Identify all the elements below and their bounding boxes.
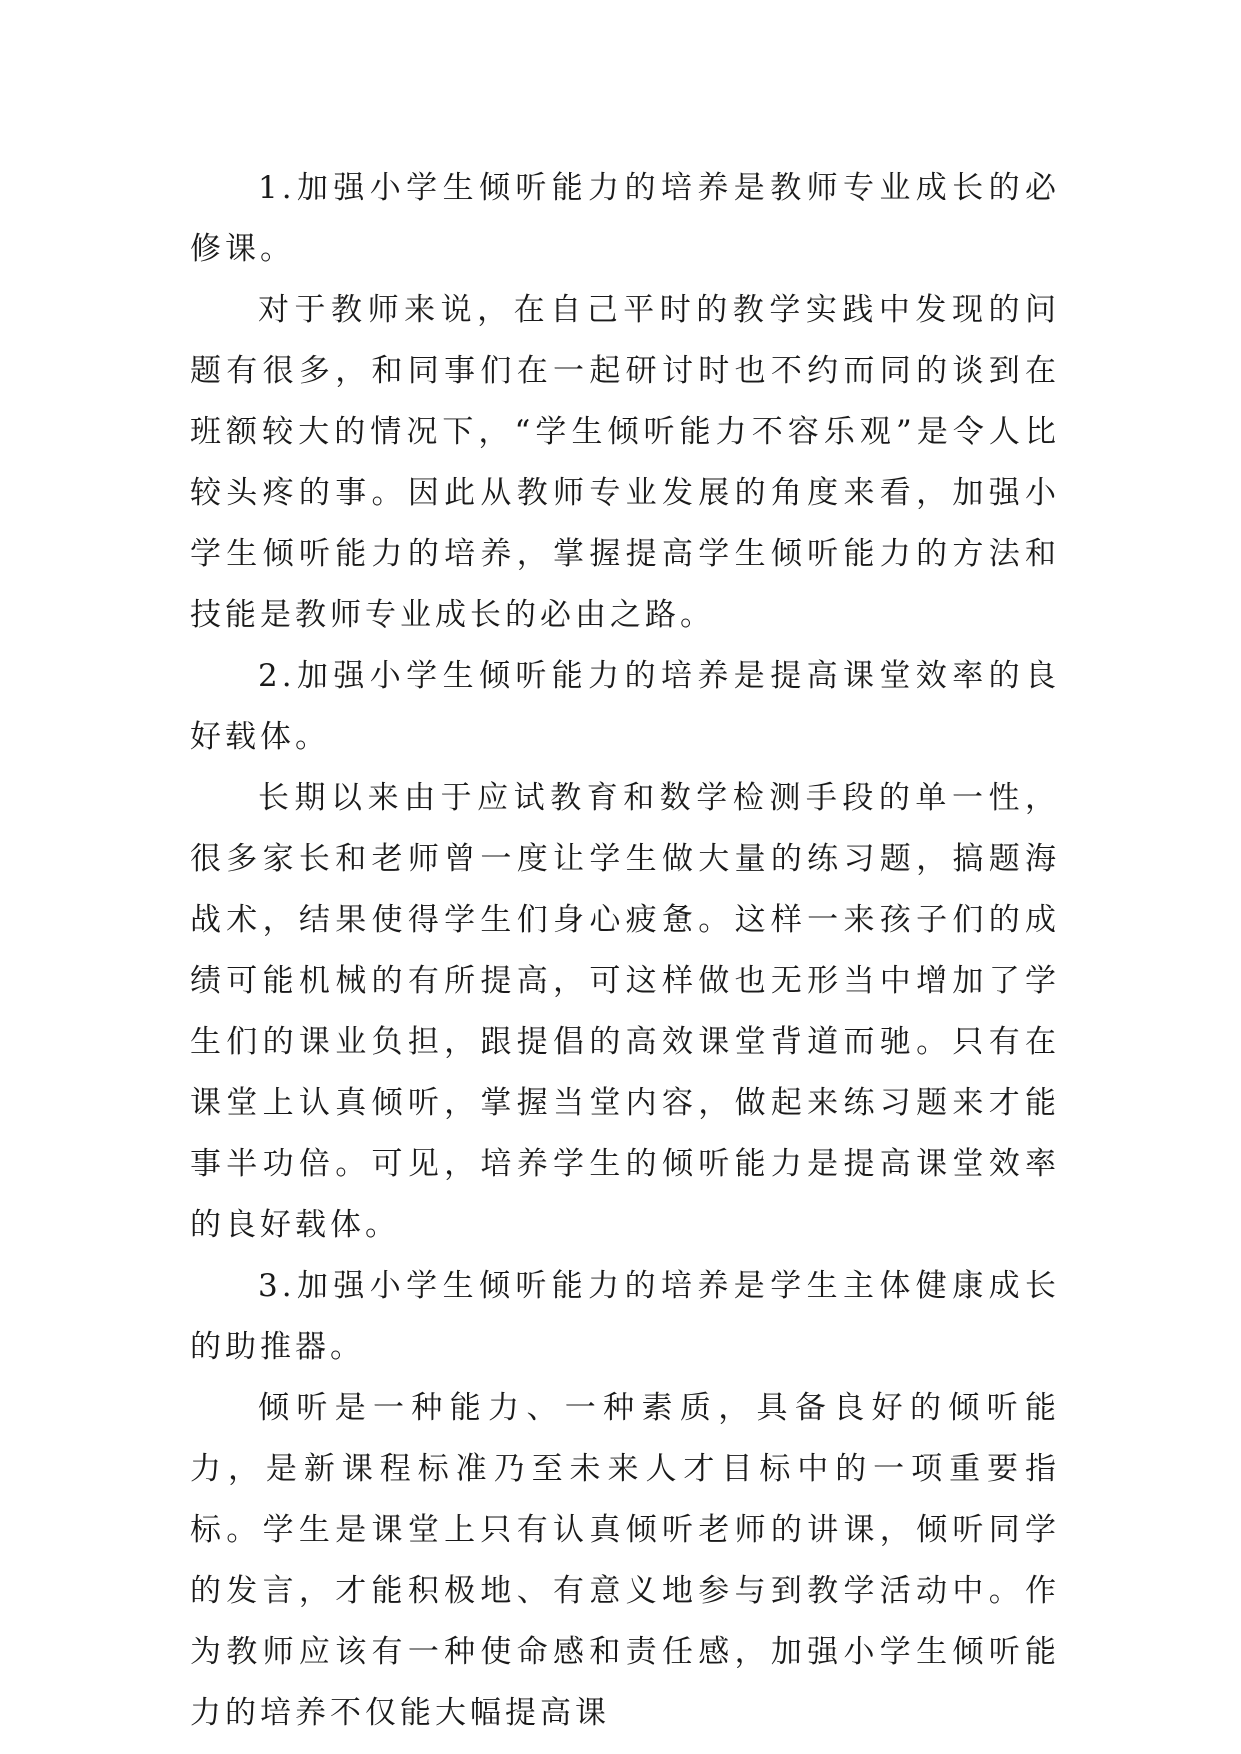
document-body [190,158,1060,1744]
heading-1: 1.加强小学生倾听能力的培养是教师专业成长的必修课。 [190,170,1060,267]
heading-2: 2.加强小学生倾听能力的培养是提高课堂效率的良好载体。 [190,658,1060,755]
paragraph-1: 对于教师来说，在自己平时的教学实践中发现的问题有很多，和同事们在一起研讨时也不约而同的谈到在班额较大的情况下，“学生倾听能力不容乐观”是令人比较头疼的事。因此从教师专业发展的角度来看，加强小学生倾听能力的培养，掌握提高学生倾听能力的方法和技能是教师专业成长的必由之路。 [190,292,1060,633]
heading-3: 3.加强小学生倾听能力的培养是学生主体健康成长的助推器。 [190,1268,1060,1365]
paragraph-3: 倾听是一种能力、一种素质，具备良好的倾听能力，是新课程标准乃至未来人才目标中的一项重要指标。学生是课堂上只有认真倾听老师的讲课，倾听同学的发言，才能积极地、有意义地参与到教学活动中。作为教师应该有一种使命感和责任感，加强小学生倾听能力的培养不仅能大幅提高课 [190,1390,1060,1731]
paragraph-2: 长期以来由于应试教育和数学检测手段的单一性，很多家长和老师曾一度让学生做大量的练习题，搞题海战术，结果使得学生们身心疲惫。这样一来孩子们的成绩可能机械的有所提高，可这样做也无形当中增加了学生们的课业负担，跟提倡的高效课堂背道而驰。只有在课堂上认真倾听，掌握当堂内容，做起来练习题来才能事半功倍。可见，培养学生的倾听能力是提高课堂效率的良好载体。 [190,780,1060,1243]
